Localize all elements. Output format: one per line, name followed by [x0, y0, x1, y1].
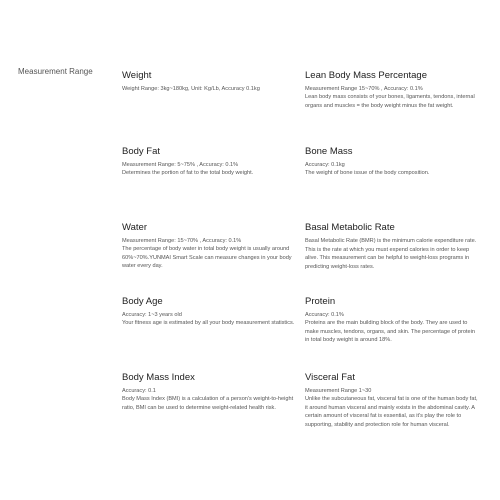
- item-description: The percentage of body water in total body weight is usually around 60%~70%.YUNMAI Smart Scale can measure changes in your body water every day.: [122, 246, 292, 270]
- item-title: Lean Body Mass Percentage: [305, 70, 427, 81]
- item-weight: [122, 70, 297, 93]
- section-label: Measurement Range: [18, 67, 93, 76]
- item-range: Measurement Range: 15~70% , Accuracy: 0.1%: [122, 238, 242, 244]
- item-range: Measurement Range: 5~75% , Accuracy: 0.1%: [122, 162, 239, 168]
- item-description: Your fitness age is estimated by all your body measurement statistics.: [122, 320, 295, 326]
- item-title: Bone Mass: [305, 146, 353, 157]
- item-title: Body Mass Index: [122, 372, 195, 383]
- item-range: Accuracy: 1~3 years old: [122, 312, 182, 318]
- item-title: Visceral Fat: [305, 372, 355, 383]
- item-bone-mass: [305, 146, 480, 178]
- item-range: Accuracy: 0.1%: [305, 312, 344, 318]
- item-title: Water: [122, 222, 147, 233]
- item-water: [122, 222, 297, 271]
- item-title: Body Fat: [122, 146, 161, 157]
- item-range: Weight Range: 3kg~180kg, Unit: Kg/Lb, Accuracy 0.1kg: [122, 86, 260, 92]
- item-visceral-fat: [305, 372, 480, 429]
- item-description: Determines the portion of fat to the total body weight.: [122, 170, 254, 176]
- item-lean-body-mass: [305, 70, 480, 110]
- item-range: Measurement Range 1~30: [305, 388, 372, 394]
- item-body-fat: [122, 146, 297, 178]
- item-description: The weight of bone issue of the body composition.: [305, 170, 430, 176]
- item-description: Proteins are the main building block of the body. They are used to make muscles, tendons, organs, and skin. The percentage of protein in total body weight is around 18%.: [305, 320, 475, 344]
- item-bmi: [122, 372, 297, 412]
- item-description: Lean body mass consists of your bones, ligaments, tendons, internal organs and muscles = the body weight minus the fat weight.: [305, 94, 475, 109]
- item-title: Protein: [305, 296, 336, 307]
- item-title: Body Age: [122, 296, 163, 307]
- item-range: Measurement Range 15~70% , Accuracy: 0.1%: [305, 86, 423, 92]
- item-description: Basal Metabolic Rate (BMR) is the minimum calorie expenditure rate. This is the rate at which you must expend calories in order to keep alive. This measurement can be helpful to weight-loss programs in predicting weight-loss rates.: [305, 238, 477, 270]
- item-range: Accuracy: 0.1kg: [305, 162, 345, 168]
- item-description: Body Mass Index (BMI) is a calculation of a person's weight-to-height ratio, BMI can be used to determine weight-related health risk.: [122, 396, 294, 411]
- item-title: Basal Metabolic Rate: [305, 222, 395, 233]
- item-title: Weight: [122, 70, 152, 81]
- item-range: Accuracy: 0.1: [122, 388, 156, 394]
- item-description: Unlike the subcutaneous fat, visceral fat is one of the human body fat, it around human visceral and mainly exists in the abdominal cavity. A certain amount of visceral fat is essential, as it's play the role to supporting, stability and protection role for human visceral.: [305, 396, 478, 428]
- item-body-age: [122, 296, 297, 328]
- item-protein: [305, 296, 480, 345]
- item-bmr: [305, 222, 480, 271]
